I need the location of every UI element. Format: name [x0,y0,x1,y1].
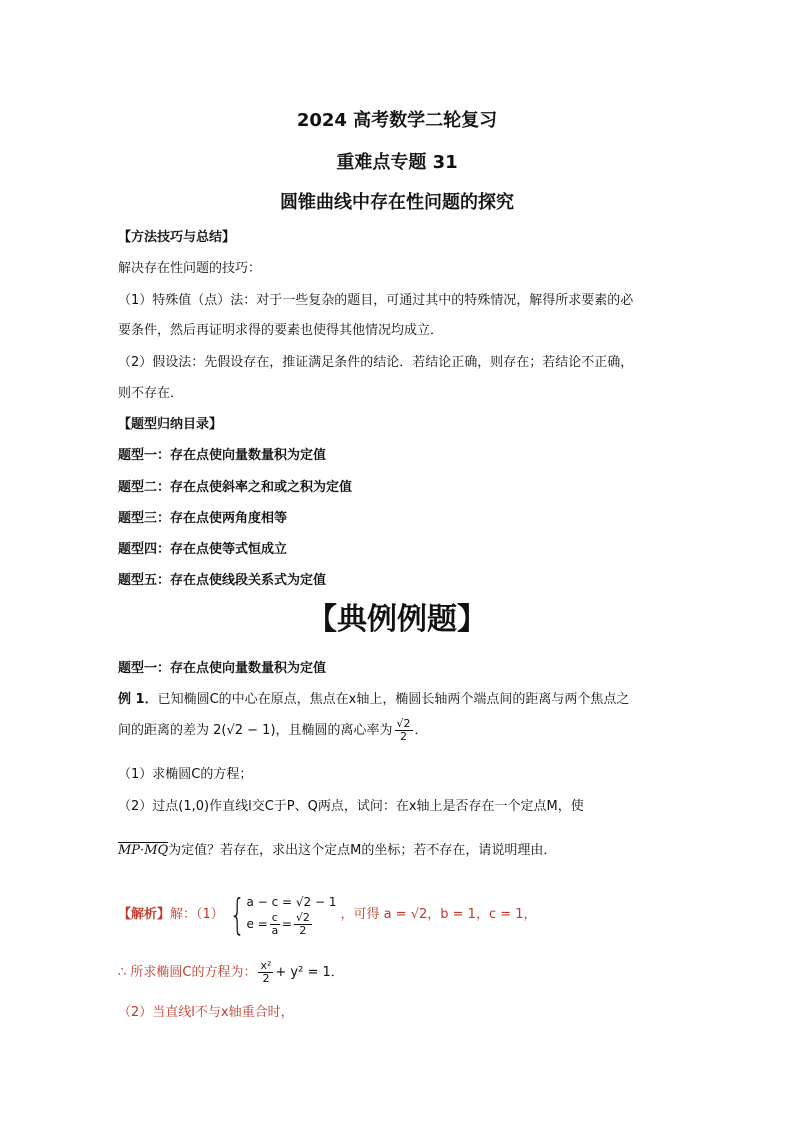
system-brace: { [229,889,246,939]
vector-product: MP·MQ [118,843,169,858]
type1-heading: 题型一：存在点使向量数量积为定值 [118,661,327,676]
catalog-item: 题型五：存在点使线段关系式为定值 [118,573,327,588]
question-1: （1）求椭圆C的方程； [118,767,253,782]
solution-tag: 【解析】 [118,907,171,922]
solution-part2: （2）当直线l不与x轴重合时， [118,1005,294,1020]
example1-line2-text: 间的距离的差为 2(√2 − 1)，且椭圆的离心率为 [118,723,393,738]
example1-text: 已知椭圆C的中心在原点，焦点在x轴上，椭圆长轴两个端点间的距离与两个焦点之 [157,692,630,707]
fraction-root2-over-2: $\frac{√2}{2}$ [295,911,310,937]
example1-label: 例 1． [118,692,158,707]
catalog-item: 题型二：存在点使斜率之和或之积为定值 [118,480,353,495]
doc-subtitle: 重难点专题 31 [336,152,458,173]
method-p2-line2: 则不存在． [118,386,184,401]
solution-part1 [118,889,537,939]
catalog-item: 题型四：存在点使等式恒成立 [118,542,288,557]
ellipse-fraction: $\frac{\text{x²}}{2}$ [260,959,272,985]
doc-topic: 圆锥曲线中存在性问题的探究 [280,192,514,213]
equation-2: e = $\frac{c}{a}$ = $\frac{√2}{2}$ [246,911,310,937]
method-heading: 【方法技巧与总结】 [118,230,236,245]
catalog-heading: 【题型归纳目录】 [118,417,223,432]
equation-system [247,892,337,937]
doc-title: 2024 高考数学二轮复习 [296,110,498,131]
fraction-c-over-a: $\frac{c}{a}$ [271,911,279,937]
example1-line2: 间的距离的差为 2(√2 − 1)，且椭圆的离心率为 $\frac{√2}{2}$ ． [118,717,428,743]
method-p1-line1: （1）特殊值（点）法：对于一些复杂的题目，可通过其中的特殊情况，解得所求要素的必 [118,293,634,308]
catalog-item: 题型三：存在点使两角度相等 [118,511,288,526]
catalog-item: 题型一：存在点使向量数量积为定值 [118,448,327,463]
equation-1: a − c = √2 − 1 [246,895,337,909]
examples-heading: 【典例例题】 [307,602,487,637]
method-p2-line1: （2）假设法：先假设存在，推证满足条件的结论．若结论正确，则存在；若结论不正确， [118,355,634,370]
method-intro: 解决存在性问题的技巧： [118,261,262,276]
question-2-line2: MP·MQ为定值？若存在，求出这个定点M的坐标；若不存在，请说明理由． [118,843,557,858]
example1-line1 [118,691,629,709]
method-p1-line2: 要条件，然后再证明求得的要素也使得其他情况均成立． [118,323,444,338]
solution-result: ，可得 a = √2，b = 1，c = 1， [340,907,537,922]
eccentricity-fraction: $\frac{√2}{2}$ [396,717,411,743]
solution-lead: 解：（1） [170,907,224,922]
question-2-line1: （2）过点(1,0)作直线l交C于P、Q两点，试问：在x轴上是否存在一个定点M，使 [118,799,584,814]
solution-conclusion: ∴ 所求椭圆C的方程为： $\frac{\text{x²}}{2}$ + y² = 1． [118,959,344,985]
